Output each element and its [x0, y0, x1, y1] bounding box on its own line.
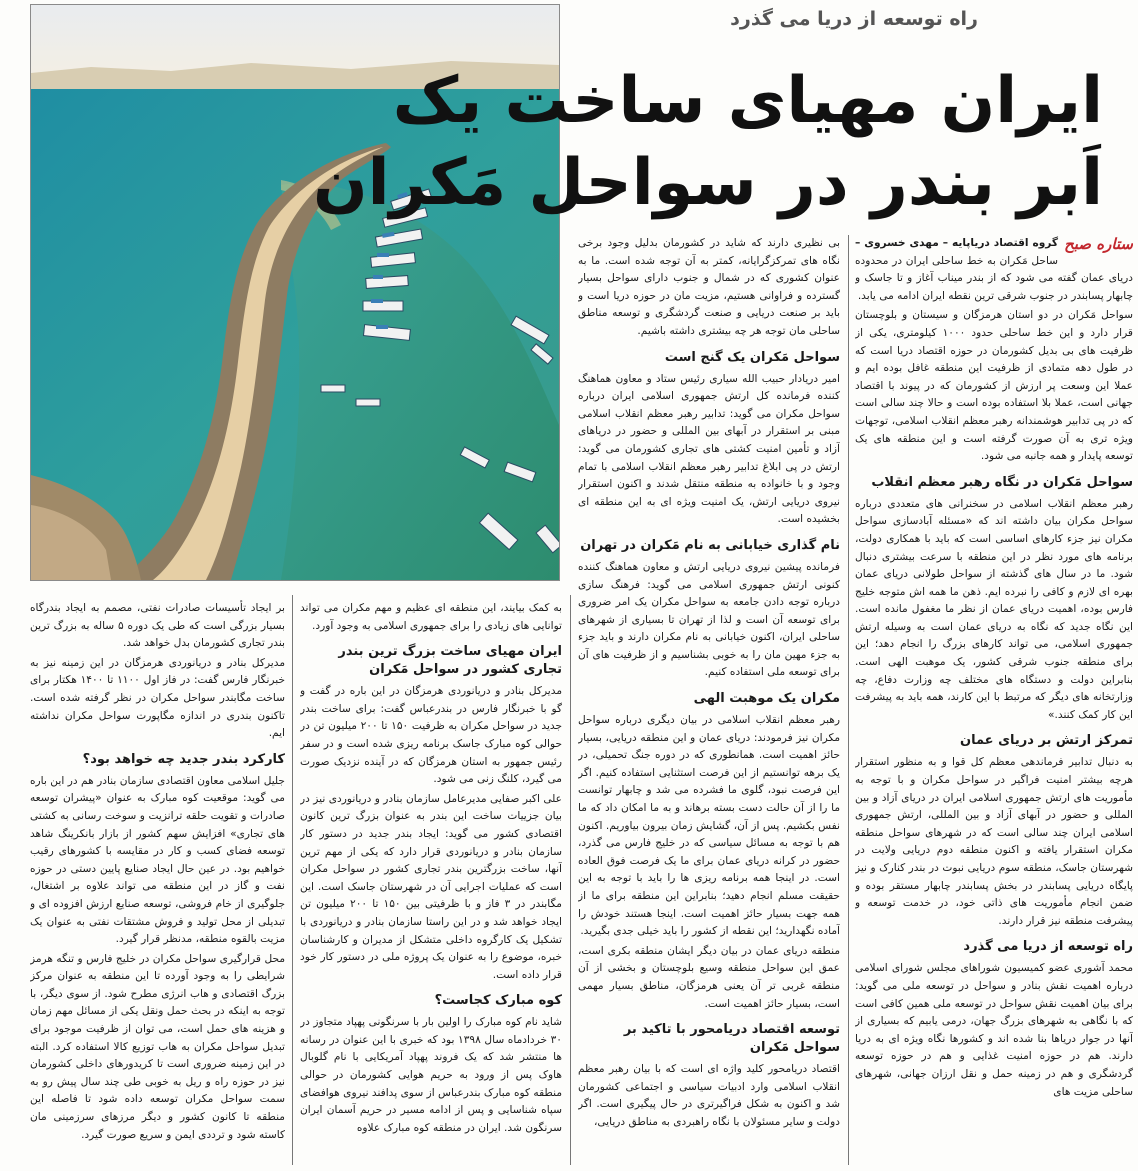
col1-paragraph-3: رهبر معظم انقلاب اسلامی در سخنرانی های متعددی درباره سواحل مکران بیان داشته اند که «مسئله آبادسازی سواحل مکران نیز جزء کارهای اساسی است که باید با همکاری دولت، برنامه های مورد نظر در این منطقه با سرعت بیشتری دنبال شود. ما در سال های گذشته از سواحل طولانی دریای عمان بهره ای لازم و کافی را نبرده ایم. ذهن ما همه اش متوجه خلیج فارس بوده، اهمیت دریای عمان از نظر ما مغفول مانده است. این نگاه جدید که نگاه به دریای عمان است به وسیله ارتش جمهوری اسلامی، می تواند کارهای بزرگ را انجام دهد؛ این برای منطقه جنوب شرقی کشور، یک موهبت الهی است. بنابراین دولت و دستگاه های مختلف چه وزارت دفاع، چه وزارتخانه های دیگر که مرتبط با این کارند، همه باید به پیشرفت این کار کمک کنند.»	[855, 497, 1133, 721]
publication-logo: ستاره صبح	[1064, 235, 1133, 253]
col1-paragraph-1: ساحل مَکران به خط ساحلی ایران در محدوده دریای عمان گفته می شود که از بندر میناب آغاز و تا جاسک و چابهار پسابندر در جنوب شرقی ترین نقطه ایران ادامه می یابد.	[855, 254, 1133, 302]
col1-paragraph-2: سواحل مَکران در دو استان هرمزگان و سیستان و بلوچستان قرار دارد و این خط ساحلی حدود ۱۰۰۰ کیلومتری، یکی از ظرفیت های بی بدیل کشورمان در حوزه اقتصاد دریا است که در طول دهه متمادی از ظرفیت این منطقه غافل بوده ایم و عملا این وسعت پر ارزش از کشورمان که در پیوند با اقتصاد جهانی است، عملا بلا استفاده بوده است و حالا چند سالی است که در پی تدابیر هوشمندانه رهبر معظم انقلاب اسلامی، توجهات ویژه تری به آن صورت گرفته است و این منطقه های یک توسعه پایدار و همه جانبه می شود.	[855, 309, 1133, 463]
col4-paragraph-2: مدیرکل بنادر و دریانوردی هرمزگان در این زمینه نیز به خبرنگار فارس گفت: در فاز اول ۱۱۰۰ تا ۱۴۰۰ هکتار برای ساخت مگابندر سواحل مکران در نظر گرفته شده است. تاکنون بندری در اندازه مگاپورت سواحل مکران نداشته ایم.	[30, 656, 285, 740]
col2-paragraph-1: بی نظیری دارند که شاید در کشورمان بدلیل وجود برخی نگاه های تمرکزگرایانه، کمتر به آن توجه شده است. ما به عنوان کشوری که در شمال و جنوب دارای سواحل بسیار گسترده و فراوانی هستیم، مزیت مان در حوزه دریا است و باید بر صنعت دریایی و صنعت گردشگری و توسعه مناطق ساحلی مان توجه هر چه بیشتری داشته باشیم.	[578, 237, 840, 337]
column-rule	[292, 595, 293, 1165]
headline-line-2: اَبر بندر در سواحل مَکران	[312, 146, 1103, 220]
col3-paragraph-1: به کمک بیایند، این منطقه ای عظیم و مهم مکران می تواند توانایی های زیادی را برای جمهوری اسلامی به وجود آورد.	[300, 602, 562, 632]
col2-subheading-1: سواحل مَکران یک گنج است	[664, 349, 840, 365]
col3-paragraph-2: مدیرکل بنادر و دریانوردی هرمزگان در این باره در گفت و گو با خبرنگار فارس در بندرعباس گفت: برای ساخت بندر جدید در سواحل مکران به ظرفیت ۱۵۰ تا ۲۰۰ میلیون تن در حوالی کوه مبارک جاسک برنامه ریزی شده است و در سفر رئیس جمهور به استان هرمزگان که در آینده نزدیک صورت می گیرد، کلنگ زنی می شود.	[300, 685, 562, 786]
column-2	[578, 235, 840, 1165]
column-4	[30, 600, 285, 1165]
col1-subheading-3: راه توسعه از دریا می گذرد	[963, 939, 1133, 955]
col1-paragraph-4: به دنبال تدابیر فرماندهی معظم کل قوا و به منظور استقرار هرچه بیشتر امنیت فراگیر در سواحل مکران و با توجه به مأموریت های ارتش جمهوری اسلامی ایران در دریای آزاد و بین المللی و حضور در آبهای آزاد و بین المللی، ارتش جمهوری اسلامی ایران چند سالی است که در شهرهای سواحل منطقه مکران استقرار یافته و اکنون منطقه دوم دریایی ولایت در شهرستان جاسک، منطقه سوم دریایی نبوت در بندر کنارک و نیز پایگاه دریایی پسابندر در بخش پسابندر چابهار مستقر بوده و ضمن انجام مأموریت های ذاتی خود، در خدمت توسعه و پیشرفت منطقه نیز قرار دارند.	[855, 756, 1133, 927]
column-3	[300, 600, 562, 1165]
headline-line-1: ایران مهیای ساخت یک	[392, 64, 1103, 138]
col2-paragraph-5: منطقه دریای عمان در بیان دیگر ایشان منطقه بکری است، عمق این سواحل منطقه وسیع بلوچستان و بخشی از آن منطقه غربی تر آن یعنی هرمزگان، مناطق بسیار مهمی است، بسیار حائز اهمیت است.	[578, 944, 840, 1010]
col1-subheading-2: تمرکز ارتش بر دریای عمان	[959, 733, 1133, 749]
column-rule	[848, 235, 849, 1165]
col2-paragraph-3: فرمانده پیشین نیروی دریایی ارتش و معاون هماهنگ کننده کنونی ارتش جمهوری اسلامی می گوید: فرهنگ سازی درباره توجه دادن جامعه به سواحل مکران یک امر ضروری برای توسعه آن است و لذا از تهران تا بسیاری از شهرهای ساحلی ایران، اکنون خیابانی به نام مکران دارند و باید جزء به جزء مهین مان را به خوبی بشناسیم و از ظرفیت های آن برای توسعه ملی استفاده کنیم.	[578, 560, 840, 679]
kicker: راه توسعه از دریا می گذرد	[730, 8, 978, 30]
col2-subheading-2: نام گذاری خیابانی به نام مَکران در تهران	[580, 537, 840, 553]
col2-paragraph-2: امیر دریادار حبیب الله سیاری رئیس ستاد و معاون هماهنگ کننده فرمانده کل ارتش جمهوری اسلامی ایران درباره سواحل مکران می گوید: تدابیر رهبر معظم انقلاب اسلامی مبنی بر استقرار در آبهای بین المللی و حضور در دریاهای آزاد و تأمین امنیت کشتی های تجاری کشورمان می گوید: ارتش در پی ابلاغ تدابیر رهبر معظم انقلاب اسلامی با تمام وجود و با خانواده به منطقه منتقل شدند و اکنون استقرار نیروی دریایی ارتش، یک امنیت ویژه ای به این منطقه ای بخشیده است.	[578, 372, 840, 526]
col2-paragraph-6: اقتصاد دریامحور کلید واژه ای است که با بیان رهبر معظم انقلاب اسلامی وارد ادبیات سیاسی و اجتماعی کشورمان شد و اکنون به شکل فراگیرتری در حال پیگیری است. اگر دولت و سایر مسئولان با نگاه راهبردی به مناطق دریایی،	[578, 1063, 840, 1128]
col4-paragraph-1: بر ایجاد تأسیسات صادرات نفتی، مصمم به ایجاد بندرگاه بسیار بزرگی است که طی یک دوره ۵ ساله به بزرگ ترین بندر تجاری کشورمان بدل خواهد شد.	[30, 602, 285, 650]
col3-paragraph-3: علی اکبر صفایی مدیرعامل سازمان بنادر و دریانوردی نیز در بیان جزییات ساخت این بندر به عنوان بزرگ ترین کانون اقتصادی کشور می گوید: ایجاد بندر جدید در دستور کار سازمان بنادر و دریانوردی قرار دارد که یکی از مهم ترین آنها، ساخت بزرگترین بندر تجاری کشور در سواحل مکران است که عملیات اجرایی آن در شهرستان جاسک است. این مگابندر در ۳ فاز و با ظرفیتی بین ۱۵۰ تا ۲۰۰ میلیون تن ایجاد خواهد شد و در این راستا سازمان بنادر و دریانوردی با تشکیل یک کارگروه داخلی متشکل از مدیران و کارشناسان خبره، موضوع را به عنوان یک پروژه ملی در دستور کار خود قرار داده است.	[300, 792, 562, 981]
col1-paragraph-5: محمد آشوری عضو کمیسیون شوراهای مجلس شورای اسلامی درباره اهمیت نقش بنادر و سواحل در توسعه ملی می گوید: برای بیان اهمیت نقش سواحل در توسعه ملی همین کافی است که با نگاهی به شهرهای بزرگ جهان، درمی یابیم که بسیاری از آنها در جوار دریاها بنا شده اند و کشورها نگاه ویژه ای به دریا دارند. هم در حوزه امنیت غذایی و هم در حوزه توسعه گردشگری و هم در زمینه حمل و نقل ارزان جهانی، شهرهای ساحلی مزیت های	[855, 962, 1133, 1098]
col3-subheading-2: کوه مبارک کجاست؟	[434, 993, 562, 1009]
col3-paragraph-4: شاید نام کوه مبارک را اولین بار با سرنگونی پهپاد متجاوز در ۳۰ خردادماه سال ۱۳۹۸ بود که خبری با این عنوان در رسانه ها منتشر شد که یک فروند پهپاد آمریکایی با نام گلوبال هاوک پس از ورود به حریم هوایی کشورمان در حوالی منطقه کوه مبارک بندرعباس از سوی پدافند نیروی هوافضای سپاه شناسایی و پس از ادامه مسیر در حریم آسمان ایران سرنگون شد. ایران در منطقه کوه مبارک علاوه	[300, 1016, 562, 1134]
col1-subheading-1: سواحل مَکران در نگاه رهبر معظم انقلاب	[871, 474, 1133, 490]
col3-subheading-1: ایران مهیای ساخت بزرگ ترین بندر تجاری کشور در سواحل مَکران	[338, 644, 562, 678]
column-rule	[570, 595, 571, 1165]
col2-subheading-3: مکران یک موهبت الهی	[693, 691, 840, 707]
byline: گروه اقتصاد دریاپایه – مهدی خسروی –	[855, 237, 1059, 249]
col2-paragraph-4: رهبر معظم انقلاب اسلامی در بیان دیگری درباره سواحل مکران نیز فرمودند: دریای عمان و این منطقه دریایی، بسیار حائز اهمیت است. همانطوری که در دوره جنگ تحمیلی، در یک برهه توانستیم از این فرصت استثنایی استفاده کنیم. اگر این فرصت نبود، گلوی ما فشرده می شد و چابهار توانست ما را از آن حالت دست بسته برهاند و به ما امکان داد که ما نفس بکشیم. پس از آن، گشایش زمان بیرون بیاوریم. اکنون هم با توجه به مسائل سیاسی که در خلیج فارس می گذرد، حضور در کرانه دریای عمان برای ما یک فرصت فوق العاده است. در اینجا همه برنامه ریزی ها را باید با توجه به این حقیقت مسلم انجام دهید؛ بنابراین این منطقه برای ما از همه جهت بسیار حائز اهمیت است. اینجا هستند خودش را آماده نگهدارید؛ این نقطه از کشور را باید خیلی جدی بگیرید.	[578, 714, 840, 938]
column-1	[855, 235, 1133, 1165]
col4-subheading-1: کارکرد بندر جدید چه خواهد بود؟	[82, 751, 285, 767]
col2-subheading-4: توسعه اقتصاد دریامحور با تاکید بر سواحل مَکران	[623, 1022, 840, 1056]
headline	[312, 60, 1103, 224]
col4-paragraph-3: جلیل اسلامی معاون اقتصادی سازمان بنادر هم در این باره می گوید: موقعیت کوه مبارک به عنوان «پیشران توسعه صادرات و تقویت حلقه ترانزیت و سوخت رسانی به کشتی های تجاری» افزایش سهم کشور از بازار بانکرینگ شاهد توسعه فضای کسب و کار در مقایسه با کشورهای رقیب خواهیم بود. در عین حال ایجاد صنایع پایین دستی در حوزه نفت و گاز در این منطقه می تواند علاوه بر اشتغال، جلوگیری از خام فروشی، توسعه صنایع ارزش افزوده ای و تبدیلی از محل تولید و فروش مشتقات نفتی به عنوان یک مزیت بالقوه منطقه، مدنظر قرار گیرد.	[30, 774, 285, 946]
col4-paragraph-4: محل قرارگیری سواحل مکران در خلیج فارس و تنگه هرمز شرایطی را به وجود آورده تا این منطقه به عنوان مرکز بزرگ اقتصادی و هاب انرژی مطرح شود. از سوی دیگر، با توجه به اینکه در بحث حمل ونقل یکی از مسائل مهم زمان و هزینه های حمل است، می توان از ظرفیت موجود برای تبدیل سواحل مکران به هاب توزیع کالا استفاده کرد. البته در این زمینه ضروری است تا کریدورهای داخلی کشورمان نیز در حوزه راه و ریل به خوبی طی چند سال پیش رو به سمت سواحل مکران توسعه داده شود تا فاصله این منطقه تا کانون کشور و دیگر مرزهای سرزمینی مان کاسته شود و ترددی ایمن و سریع صورت گیرد.	[30, 952, 285, 1141]
